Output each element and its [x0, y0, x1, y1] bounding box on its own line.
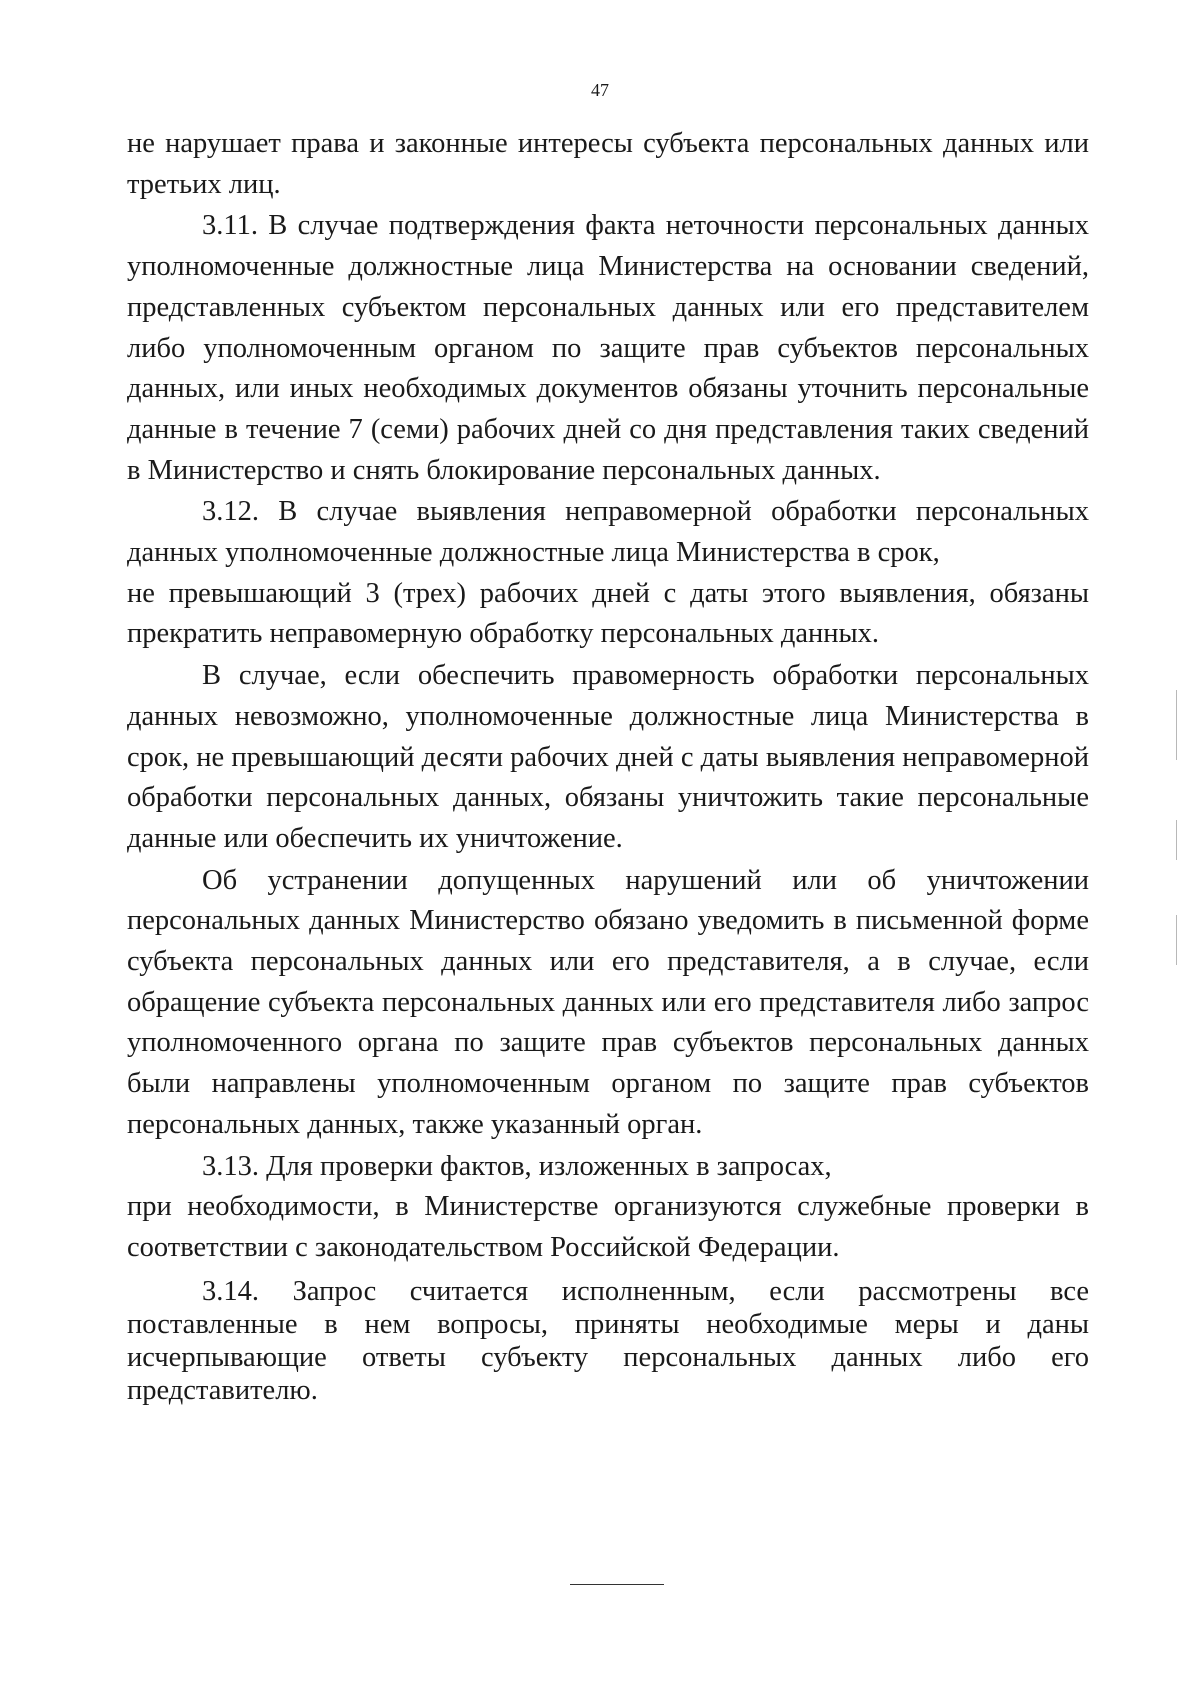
- paragraph-3-13: 3.13. Для проверки фактов, изложенных в запросах,: [202, 1150, 832, 1182]
- paragraph-3-12-continuation: не превышающий 3 (трех) рабочих дней с даты этого выявления, обязаны прекратить неправомерную обработку персональных данных.: [127, 577, 1089, 650]
- scan-edge-mark: [1176, 690, 1177, 760]
- paragraph-3-13-continuation: при необходимости, в Министерстве организуются служебные проверки в соответствии с законодательством Российской Федерации.: [127, 1191, 1089, 1263]
- paragraph-continuation: не нарушает права и законные интересы субъекта персональных данных или третьих лиц.: [127, 128, 1089, 200]
- end-rule: [570, 1584, 664, 1585]
- page-number: 47: [591, 80, 609, 100]
- scan-edge-mark: [1176, 820, 1177, 860]
- paragraph-notification: Об устранении допущенных нарушений или об уничтожении персональных данных Министерство обязано уведомить в письменной форме субъекта персональных данных или его представителя, а в случае, если обращение субъекта персональных данных или его представителя либо запрос уполномоченного органа по защите прав субъектов персональных данных были направлены уполномоченным органом по защите прав субъектов персональных данных, также указанный орган.: [127, 864, 1089, 1140]
- scan-edge-mark: [1176, 915, 1177, 965]
- paragraph-destruction: В случае, если обеспечить правомерность обработки персональных данных невозможно, уполномоченные должностные лица Министерства в срок, не превышающий десяти рабочих дней с даты выявления неправомерной обработки персональных данных, обязаны уничтожить такие персональные данные или обеспечить их уничтожение.: [127, 660, 1089, 854]
- paragraph-3-12: 3.12. В случае выявления неправомерной обработки персональных данных уполномоченные должностные лица Министерства в срок,: [127, 496, 1089, 569]
- paragraph-3-11: 3.11. В случае подтверждения факта неточности персональных данных уполномоченные должностные лица Министерства на основании сведений, представленных субъектом персональных данных или его представителем либо уполномоченным органом по защите прав субъектов персональных данных, или иных необходимых документов обязаны уточнить персональные данные в течение 7 (семи) рабочих дней со дня представления таких сведений в Министерство и снять блокирование персональных данных.: [127, 210, 1089, 486]
- paragraph-3-14: 3.14. Запрос считается исполненным, если рассмотрены все поставленные в нем вопросы, приняты необходимые меры и даны исчерпывающие ответы субъекту персональных данных либо его представителю.: [127, 1275, 1089, 1406]
- document-body: [127, 124, 1089, 1407]
